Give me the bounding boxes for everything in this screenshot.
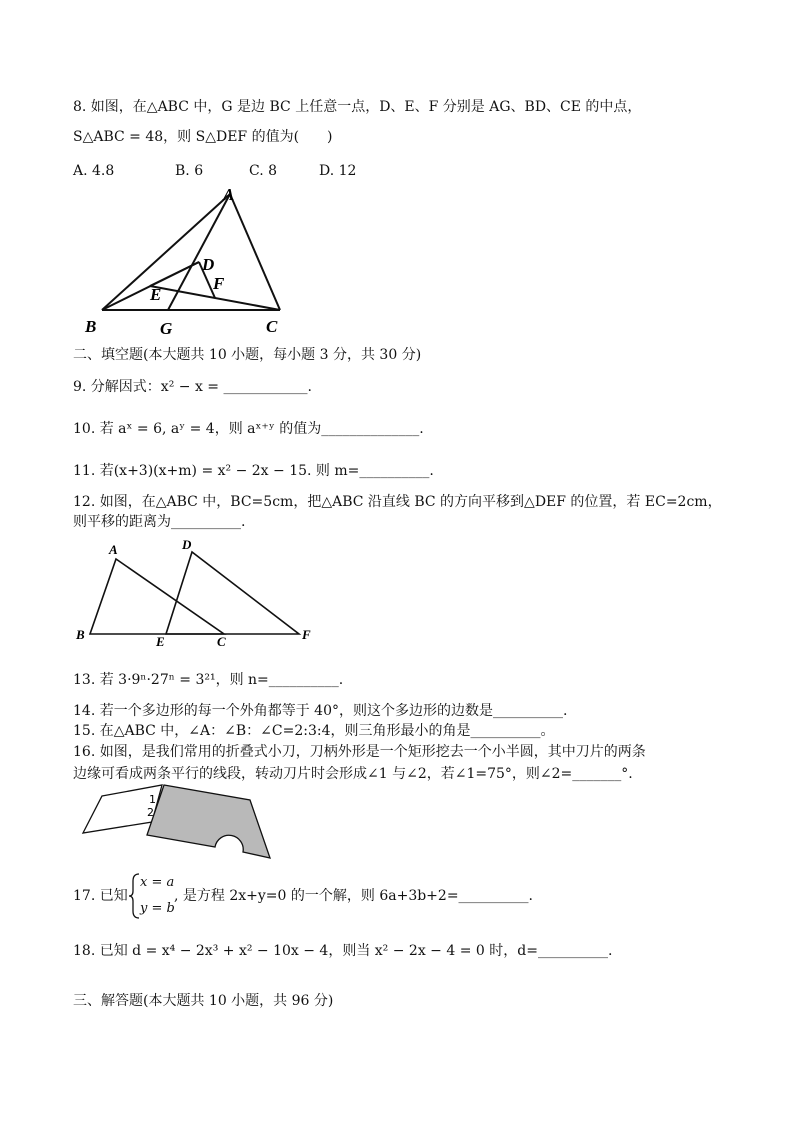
label-g: G [160,319,173,338]
q8-option-c: C. 8 [249,163,278,179]
label-e: E [156,634,165,649]
triangle-def [166,552,299,634]
edge-ab [102,194,230,310]
angle-1-label: 1 [149,793,156,806]
q8-option-d: D. 12 [319,163,357,179]
q16-figure [78,782,278,862]
label-f: F [213,274,225,293]
q17-prefix: 17. 已知 [73,888,128,904]
label-e: E [150,285,162,304]
q8-options [73,162,356,180]
q9: 9. 分解因式：x² − x = ____________. [73,379,312,395]
q8-line2: S△ABC = 48，则 S△DEF 的值为( ) [73,129,333,145]
q8-option-a: A. 4.8 [73,163,115,179]
q16-line2: 边缘可看成两条平行的线段，转动刀片时会形成∠1 与∠2，若∠1=75°，则∠2=_______°. [73,766,633,782]
section3-heading: 三、解答题(本大题共 10 小题，共 96 分) [73,993,334,1009]
q12-figure [74,538,324,650]
section2-heading: 二、填空题(本大题共 10 小题，每小题 3 分，共 30 分) [73,347,422,363]
label-c: C [217,634,226,649]
q17-suffix: , 是方程 2x+y=0 的一个解，则 6a+3b+2=__________. [174,888,534,904]
q10: 10. 若 aˣ = 6, aʸ = 4，则 aˣ⁺ʸ 的值为______________. [73,421,424,437]
q14: 14. 若一个多边形的每一个外角都等于 40°，则这个多边形的边数是__________. [73,703,568,719]
label-c: C [266,317,278,336]
q8-option-b: B. 6 [175,163,204,179]
q13: 13. 若 3·9ⁿ·27ⁿ = 3²¹，则 n=__________. [73,672,344,688]
label-b: B [76,627,85,642]
label-d: D [182,538,192,552]
angle-2-label: 2 [147,806,154,819]
label-d: D [202,255,215,274]
triangle-abc [90,559,224,634]
segment-ed [150,262,199,286]
q17-system-eq2: y = b [140,901,175,916]
label-a: A [223,185,235,204]
edge-ac [230,194,280,310]
label-b: B [85,317,97,336]
label-f: F [302,627,311,642]
knife-handle [147,785,270,858]
q16-line1: 16. 如图，是我们常用的折叠式小刀，刀柄外形是一个矩形挖去一个小半圆，其中刀片的两条 [73,744,646,760]
q18: 18. 已知 d = x⁴ − 2x³ + x² − 10x − 4，则当 x² − 2x − 4 = 0 时，d=__________. [73,943,613,959]
q11: 11. 若(x+3)(x+m) = x² − 2x − 15. 则 m=__________. [73,463,434,479]
q8-figure [80,182,300,344]
label-a: A [109,542,118,557]
q12-line1: 12. 如图，在△ABC 中，BC=5cm，把△ABC 沿直线 BC 的方向平移到△DEF 的位置，若 EC=2cm， [73,494,722,510]
q17-system-eq1: x = a [140,875,175,890]
q15: 15. 在△ABC 中，∠A：∠B：∠C=2:3:4，则三角形最小的角是__________。 [73,723,555,739]
q12-line2: 则平移的距离为__________. [73,514,246,530]
q8-line1: 8. 如图，在△ABC 中，G 是边 BC 上任意一点，D、E、F 分别是 AG、BD、CE 的中点， [73,99,642,115]
